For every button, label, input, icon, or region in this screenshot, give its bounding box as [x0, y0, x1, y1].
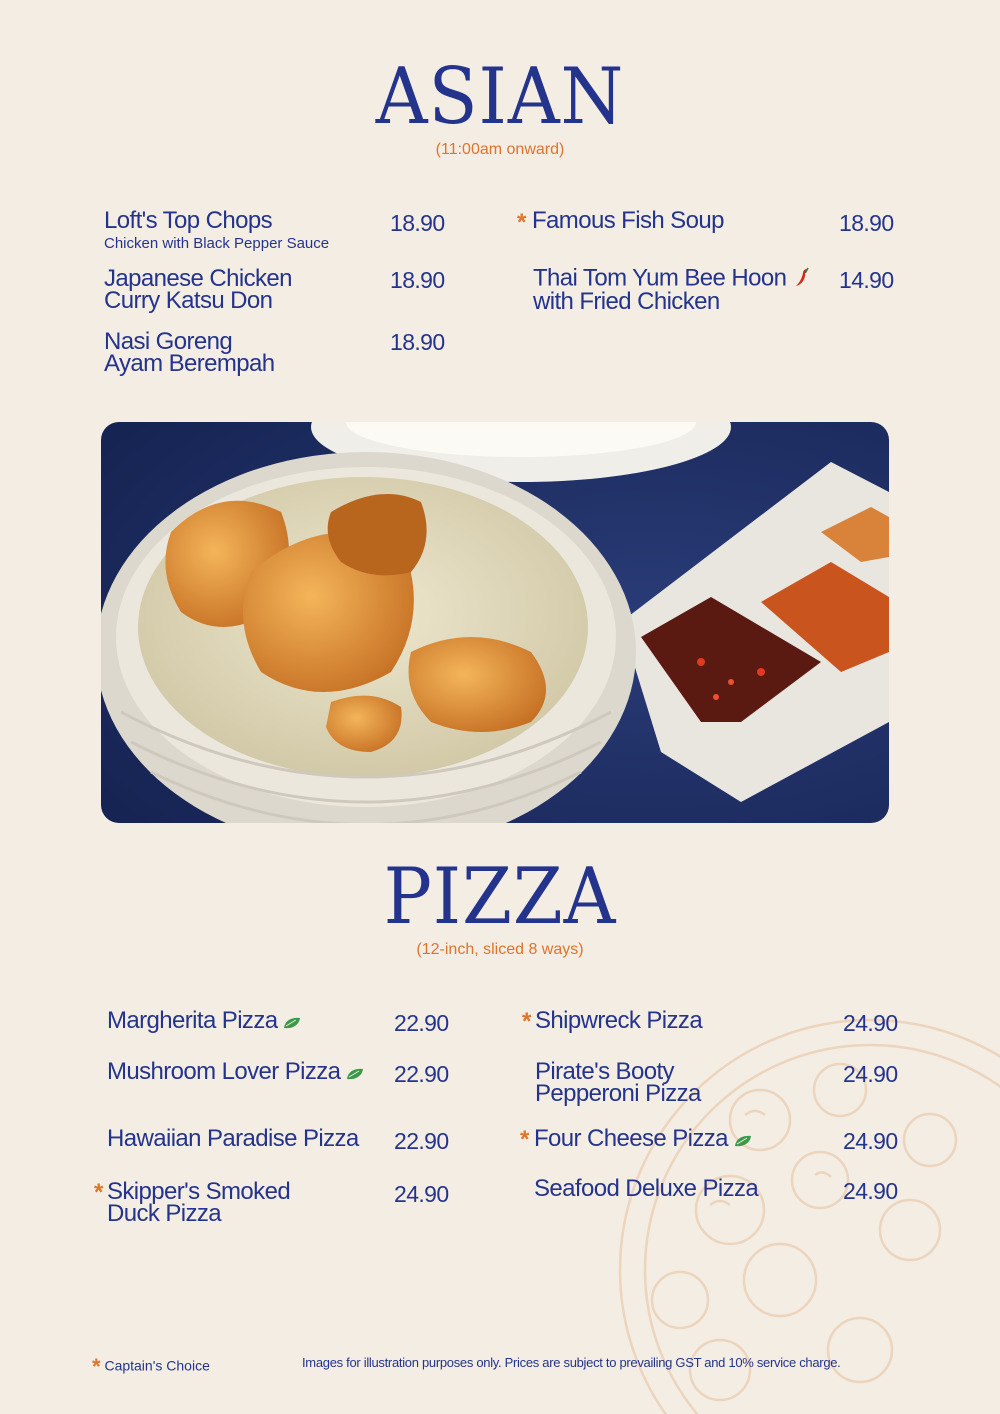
item-name: Loft's Top Chops	[104, 207, 272, 234]
item-name-line1: Thai Tom Yum Bee Hoon	[533, 267, 810, 291]
item-name-line2: with Fried Chicken	[533, 288, 720, 315]
item-name-line1: Pirate's Booty	[535, 1058, 674, 1085]
legend-label: Captain's Choice	[104, 1357, 210, 1374]
asian-heading: ASIAN	[375, 52, 625, 142]
menu-item-mushroom-lover-pizza	[107, 1058, 364, 1085]
leaf-icon	[283, 1011, 301, 1033]
leaf-icon	[346, 1062, 364, 1084]
item-name: Shipwreck Pizza	[535, 1007, 703, 1034]
item-price: 24.90	[843, 1178, 898, 1204]
item-name: Hawaiian Paradise Pizza	[107, 1125, 359, 1152]
menu-item-pirates-booty-pepperoni-pizza	[535, 1058, 701, 1107]
captains-choice-asterisk: *	[520, 1126, 530, 1153]
menu-item-margherita-pizza	[107, 1007, 301, 1034]
item-name-line1: Nasi Goreng	[104, 328, 233, 355]
fish-soup-photo	[101, 422, 889, 823]
menu-item-famous-fish-soup	[532, 207, 724, 234]
item-price: 24.90	[843, 1010, 898, 1036]
item-name: Four Cheese Pizza	[534, 1128, 752, 1151]
item-name-line1: Skipper's Smoked	[107, 1178, 291, 1205]
menu-item-lofts-top-chops	[104, 207, 330, 252]
item-price: 14.90	[839, 267, 894, 293]
menu-item-thai-tom-yum-bee-hoon	[533, 264, 810, 315]
item-price: 18.90	[390, 329, 445, 355]
menu-item-seafood-deluxe-pizza	[534, 1175, 759, 1202]
item-name: Seafood Deluxe Pizza	[534, 1175, 759, 1202]
item-description: Chicken with Black Pepper Sauce	[104, 235, 330, 252]
captains-choice-asterisk: *	[92, 1354, 101, 1379]
item-price: 18.90	[390, 267, 445, 293]
item-name-line2: Curry Katsu Don	[104, 287, 273, 314]
item-name: Famous Fish Soup	[532, 207, 724, 234]
item-price: 22.90	[394, 1061, 449, 1087]
item-name-line2: Pepperoni Pizza	[535, 1080, 701, 1107]
pizza-heading: PIZZA	[383, 852, 617, 942]
item-price: 18.90	[839, 210, 894, 236]
item-price: 24.90	[394, 1181, 449, 1207]
menu-item-nasi-goreng-ayam-berempah	[104, 328, 275, 377]
disclaimer: Images for illustration purposes only. Prices are subject to prevailing GST and 10% service charge.	[302, 1355, 841, 1370]
pizza-subtitle: (12-inch, sliced 8 ways)	[416, 941, 584, 958]
captains-choice-asterisk: *	[517, 209, 527, 236]
captains-choice-asterisk: *	[94, 1179, 104, 1206]
item-price: 22.90	[394, 1010, 449, 1036]
item-name: Margherita Pizza	[107, 1010, 301, 1033]
item-name-line1: Japanese Chicken	[104, 265, 292, 292]
menu-item-skippers-smoked-duck-pizza	[107, 1178, 291, 1227]
chili-icon	[794, 267, 810, 291]
item-name-line2: Duck Pizza	[107, 1200, 222, 1227]
menu-item-japanese-chicken-curry-katsu-don	[104, 265, 292, 314]
captains-choice-legend	[92, 1354, 210, 1380]
menu-item-four-cheese-pizza	[534, 1125, 752, 1152]
item-price: 24.90	[843, 1061, 898, 1087]
item-price: 24.90	[843, 1128, 898, 1154]
menu-item-hawaiian-paradise-pizza	[107, 1125, 359, 1152]
item-name-line2: Ayam Berempah	[104, 350, 275, 377]
item-name: Mushroom Lover Pizza	[107, 1061, 364, 1084]
asian-subtitle: (11:00am onward)	[435, 141, 565, 158]
menu-item-shipwreck-pizza	[535, 1007, 703, 1034]
item-price: 18.90	[390, 210, 445, 236]
captains-choice-asterisk: *	[522, 1008, 532, 1035]
item-price: 22.90	[394, 1128, 449, 1154]
leaf-icon	[734, 1129, 752, 1151]
